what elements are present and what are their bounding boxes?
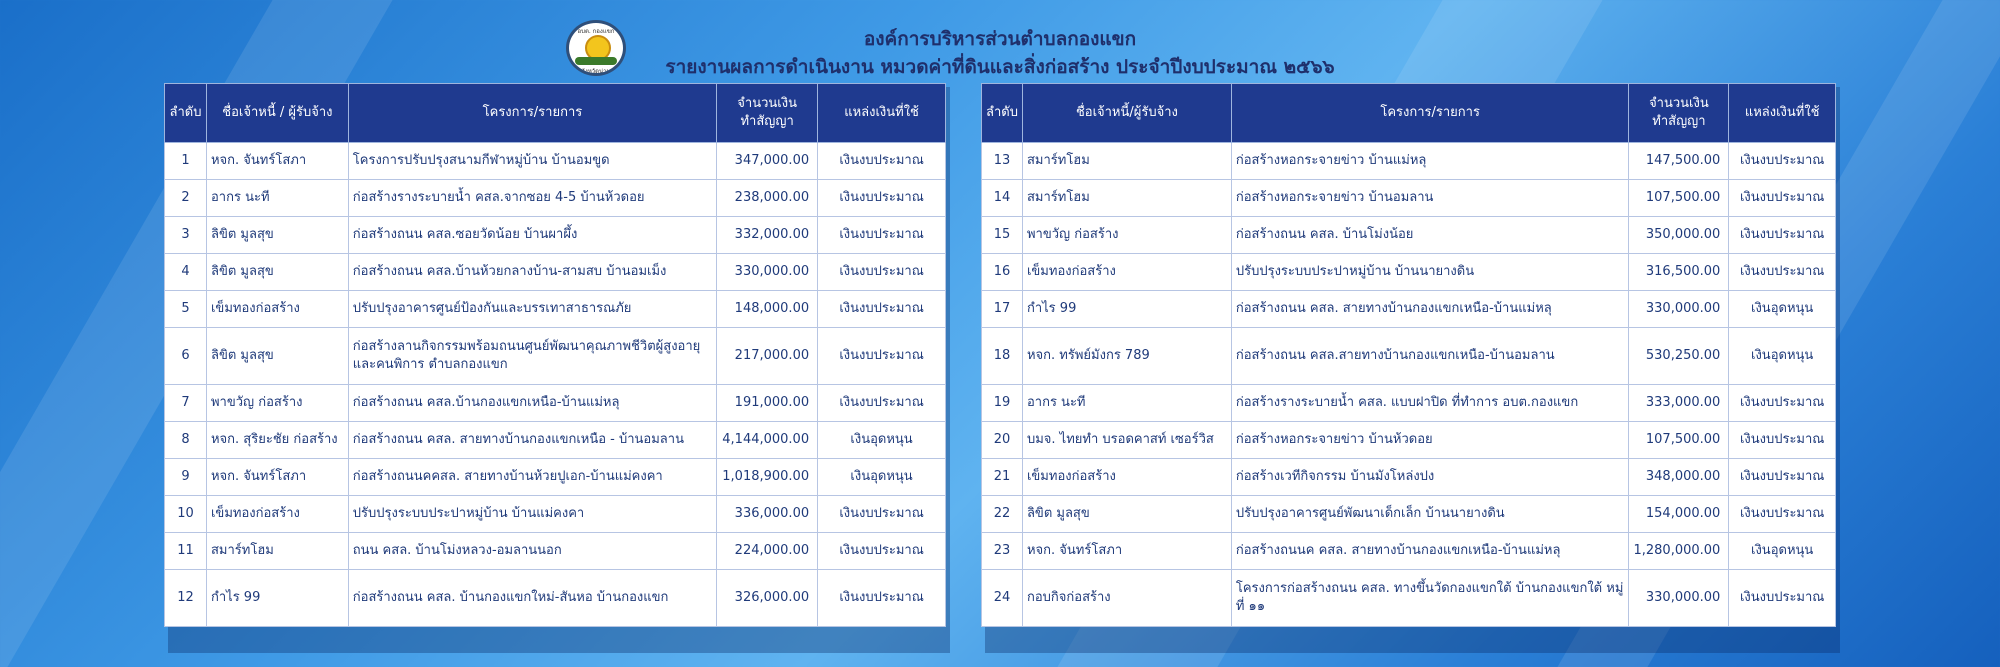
funding-source: เงินงบประมาณ xyxy=(1729,217,1836,254)
project-name: ก่อสร้างถนน คสล. สายทางบ้านกองแขกเหนือ-บ้านแม่หลุ xyxy=(1231,291,1629,328)
row-number: 13 xyxy=(982,143,1023,180)
funding-source: เงินงบประมาณ xyxy=(818,254,946,291)
row-number: 20 xyxy=(982,422,1023,459)
funding-source: เงินงบประมาณ xyxy=(1729,570,1836,627)
contract-amount: 154,000.00 xyxy=(1629,496,1729,533)
project-name: ก่อสร้างถนนคคสล. สายทางบ้านห้วยปูเอก-บ้านแม่คงคา xyxy=(348,459,716,496)
project-name: ก่อสร้างถนน คสล.ซอยวัดน้อย บ้านผาผึ้ง xyxy=(348,217,716,254)
contract-amount: 1,018,900.00 xyxy=(717,459,818,496)
project-name: ก่อสร้างถนน คสล.สายทางบ้านกองแขกเหนือ-บ้านอมลาน xyxy=(1231,328,1629,385)
funding-source: เงินงบประมาณ xyxy=(1729,459,1836,496)
contract-amount: 147,500.00 xyxy=(1629,143,1729,180)
contractor-name: กำไร 99 xyxy=(1022,291,1231,328)
table-row xyxy=(982,254,1836,291)
contractor-name: ลิขิต มูลสุข xyxy=(1022,496,1231,533)
funding-source: เงินอุดหนุน xyxy=(1729,533,1836,570)
column-header-source: แหล่งเงินที่ใช้ xyxy=(1729,84,1836,143)
project-name: ก่อสร้างลานกิจกรรมพร้อมถนนศูนย์พัฒนาคุณภาพชีวิตผู้สูงอายุและคนพิการ ตำบลกองแขก xyxy=(348,328,716,385)
contractor-name: เข็มทองก่อสร้าง xyxy=(1022,459,1231,496)
column-header-amount: จำนวนเงิน ทำสัญญา xyxy=(717,84,818,143)
table-row xyxy=(165,496,946,533)
funding-source: เงินงบประมาณ xyxy=(1729,143,1836,180)
contract-amount: 330,000.00 xyxy=(717,254,818,291)
row-number: 10 xyxy=(165,496,207,533)
row-number: 3 xyxy=(165,217,207,254)
funding-source: เงินงบประมาณ xyxy=(818,143,946,180)
table-row xyxy=(165,385,946,422)
table-row xyxy=(165,570,946,627)
row-number: 6 xyxy=(165,328,207,385)
row-number: 18 xyxy=(982,328,1023,385)
contract-amount: 224,000.00 xyxy=(717,533,818,570)
contractor-name: สมาร์ทโฮม xyxy=(1022,143,1231,180)
contract-amount: 530,250.00 xyxy=(1629,328,1729,385)
contract-amount: 348,000.00 xyxy=(1629,459,1729,496)
row-number: 9 xyxy=(165,459,207,496)
table-row xyxy=(982,143,1836,180)
funding-source: เงินงบประมาณ xyxy=(818,217,946,254)
funding-source: เงินงบประมาณ xyxy=(818,533,946,570)
contractor-name: พาขวัญ ก่อสร้าง xyxy=(1022,217,1231,254)
contract-amount: 347,000.00 xyxy=(717,143,818,180)
contractor-name: ลิขิต มูลสุข xyxy=(206,254,348,291)
contract-amount: 350,000.00 xyxy=(1629,217,1729,254)
row-number: 12 xyxy=(165,570,207,627)
page-subtitle: รายงานผลการดำเนินงาน หมวดค่าที่ดินและสิ่งก่อสร้าง ประจำปีงบประมาณ ๒๕๖๖ xyxy=(665,56,1335,78)
table-row xyxy=(982,180,1836,217)
funding-source: เงินงบประมาณ xyxy=(1729,254,1836,291)
row-number: 1 xyxy=(165,143,207,180)
funding-source: เงินงบประมาณ xyxy=(818,328,946,385)
table-row xyxy=(165,459,946,496)
contractor-name: เข็มทองก่อสร้าง xyxy=(1022,254,1231,291)
funding-source: เงินงบประมาณ xyxy=(818,570,946,627)
contractor-name: หจก. จันทร์โสภา xyxy=(206,459,348,496)
table-row xyxy=(982,570,1836,627)
table-row xyxy=(982,533,1836,570)
contract-amount: 107,500.00 xyxy=(1629,180,1729,217)
project-name: ถนน คสล. บ้านโม่งหลวง-อมลานนอก xyxy=(348,533,716,570)
project-name: โครงการก่อสร้างถนน คสล. ทางขึ้นวัดกองแขกใต้ บ้านกองแขกใต้ หมู่ที่ ๑๑ xyxy=(1231,570,1629,627)
contract-amount: 1,280,000.00 xyxy=(1629,533,1729,570)
contract-amount: 336,000.00 xyxy=(717,496,818,533)
project-name: ก่อสร้างเวทีกิจกรรม บ้านมังโหล่งปง xyxy=(1231,459,1629,496)
contractor-name: กำไร 99 xyxy=(206,570,348,627)
contract-amount: 326,000.00 xyxy=(717,570,818,627)
funding-source: เงินงบประมาณ xyxy=(818,180,946,217)
row-number: 16 xyxy=(982,254,1023,291)
contractor-name: เข็มทองก่อสร้าง xyxy=(206,291,348,328)
project-name: ก่อสร้างถนน คสล. บ้านโม่งน้อย xyxy=(1231,217,1629,254)
row-number: 19 xyxy=(982,385,1023,422)
column-header-no: ลำดับ xyxy=(165,84,207,143)
column-header-project: โครงการ/รายการ xyxy=(348,84,716,143)
contractor-name: ลิขิต มูลสุข xyxy=(206,328,348,385)
table-row xyxy=(982,385,1836,422)
column-header-contractor: ชื่อเจ้าหนี้ / ผู้รับจ้าง xyxy=(206,84,348,143)
table-row xyxy=(982,496,1836,533)
funding-source: เงินงบประมาณ xyxy=(818,291,946,328)
table-row xyxy=(165,328,946,385)
table-row xyxy=(982,217,1836,254)
contract-amount: 330,000.00 xyxy=(1629,570,1729,627)
column-header-project: โครงการ/รายการ xyxy=(1231,84,1629,143)
contractor-name: พาขวัญ ก่อสร้าง xyxy=(206,385,348,422)
row-number: 23 xyxy=(982,533,1023,570)
funding-source: เงินอุดหนุน xyxy=(818,422,946,459)
row-number: 7 xyxy=(165,385,207,422)
contractor-name: หจก. สุริยะชัย ก่อสร้าง xyxy=(206,422,348,459)
row-number: 11 xyxy=(165,533,207,570)
funding-source: เงินงบประมาณ xyxy=(818,496,946,533)
contract-amount: 333,000.00 xyxy=(1629,385,1729,422)
project-name: ก่อสร้างรางระบายน้ำ คสล. แบบฝาปิด ที่ทำการ อบต.กองแขก xyxy=(1231,385,1629,422)
project-name: ก่อสร้างหอกระจายข่าว บ้านห้วดอย xyxy=(1231,422,1629,459)
contractor-name: อากร นะที xyxy=(206,180,348,217)
table-row xyxy=(165,422,946,459)
contractor-name: บมจ. ไทยทำ บรอดคาสท์ เซอร์วิส xyxy=(1022,422,1231,459)
contract-amount: 330,000.00 xyxy=(1629,291,1729,328)
table-row xyxy=(982,422,1836,459)
contract-amount: 316,500.00 xyxy=(1629,254,1729,291)
project-name: ก่อสร้างถนนค คสล. สายทางบ้านกองแขกเหนือ-บ้านแม่หลุ xyxy=(1231,533,1629,570)
table-header-row xyxy=(165,84,946,143)
funding-source: เงินอุดหนุน xyxy=(1729,328,1836,385)
project-name: ปรับปรุงระบบประปาหมู่บ้าน บ้านนายางดิน xyxy=(1231,254,1629,291)
funding-source: เงินอุดหนุน xyxy=(1729,291,1836,328)
contract-amount: 4,144,000.00 xyxy=(717,422,818,459)
table-row xyxy=(165,254,946,291)
contractor-name: หจก. ทรัพย์มังกร 789 xyxy=(1022,328,1231,385)
row-number: 4 xyxy=(165,254,207,291)
contracts-table-left xyxy=(164,83,946,627)
funding-source: เงินงบประมาณ xyxy=(1729,422,1836,459)
contractor-name: ลิขิต มูลสุข xyxy=(206,217,348,254)
contractor-name: หจก. จันทร์โสภา xyxy=(206,143,348,180)
project-name: ก่อสร้างหอกระจายข่าว บ้านอมลาน xyxy=(1231,180,1629,217)
project-name: ก่อสร้างถนน คสล. สายทางบ้านกองแขกเหนือ - บ้านอมลาน xyxy=(348,422,716,459)
hills-emblem-icon xyxy=(575,57,617,65)
organization-logo xyxy=(566,20,626,76)
contract-amount: 217,000.00 xyxy=(717,328,818,385)
table-row xyxy=(982,328,1836,385)
contracts-table-right xyxy=(981,83,1836,627)
contractor-name: สมาร์ทโฮม xyxy=(206,533,348,570)
page-header xyxy=(0,10,2000,76)
contractor-name: อากร นะที xyxy=(1022,385,1231,422)
logo-text-bottom: จังหวัดน่าน xyxy=(581,68,611,75)
project-name: ปรับปรุงระบบประปาหมู่บ้าน บ้านแม่คงคา xyxy=(348,496,716,533)
row-number: 5 xyxy=(165,291,207,328)
table-row xyxy=(165,291,946,328)
contract-amount: 191,000.00 xyxy=(717,385,818,422)
project-name: ก่อสร้างถนน คสล.บ้านห้วยกลางบ้าน-สามสบ บ้านอมเม็ง xyxy=(348,254,716,291)
row-number: 17 xyxy=(982,291,1023,328)
table-row xyxy=(982,459,1836,496)
contract-amount: 238,000.00 xyxy=(717,180,818,217)
contractor-name: เข็มทองก่อสร้าง xyxy=(206,496,348,533)
table-header-row xyxy=(982,84,1836,143)
funding-source: เงินอุดหนุน xyxy=(818,459,946,496)
project-name: ก่อสร้างรางระบายน้ำ คสล.จากซอย 4-5 บ้านห้วดอย xyxy=(348,180,716,217)
column-header-no: ลำดับ xyxy=(982,84,1023,143)
table-row xyxy=(982,291,1836,328)
project-name: โครงการปรับปรุงสนามกีฬาหมู่บ้าน บ้านอมขูด xyxy=(348,143,716,180)
row-number: 14 xyxy=(982,180,1023,217)
table-row xyxy=(165,533,946,570)
logo-text-top: อบต. กองแขก xyxy=(577,28,615,35)
project-name: ปรับปรุงอาคารศูนย์ป้องกันและบรรเทาสาธารณภัย xyxy=(348,291,716,328)
funding-source: เงินงบประมาณ xyxy=(1729,385,1836,422)
contractor-name: สมาร์ทโฮม xyxy=(1022,180,1231,217)
project-name: ปรับปรุงอาคารศูนย์พัฒนาเด็กเล็ก บ้านนายางดิน xyxy=(1231,496,1629,533)
table-row xyxy=(165,180,946,217)
column-header-contractor: ชื่อเจ้าหนี้/ผู้รับจ้าง xyxy=(1022,84,1231,143)
funding-source: เงินงบประมาณ xyxy=(818,385,946,422)
project-name: ก่อสร้างหอกระจายข่าว บ้านแม่หลุ xyxy=(1231,143,1629,180)
table-row xyxy=(165,217,946,254)
row-number: 21 xyxy=(982,459,1023,496)
project-name: ก่อสร้างถนน คสล. บ้านกองแขกใหม่-สันหอ บ้านกองแขก xyxy=(348,570,716,627)
table-row xyxy=(165,143,946,180)
row-number: 8 xyxy=(165,422,207,459)
contract-amount: 332,000.00 xyxy=(717,217,818,254)
page-title: องค์การบริหารส่วนตำบลกองแขก xyxy=(863,28,1137,50)
project-name: ก่อสร้างถนน คสล.บ้านกองแขกเหนือ-บ้านแม่หลุ xyxy=(348,385,716,422)
row-number: 15 xyxy=(982,217,1023,254)
row-number: 24 xyxy=(982,570,1023,627)
contractor-name: กอบกิจก่อสร้าง xyxy=(1022,570,1231,627)
row-number: 22 xyxy=(982,496,1023,533)
funding-source: เงินงบประมาณ xyxy=(1729,180,1836,217)
column-header-source: แหล่งเงินที่ใช้ xyxy=(818,84,946,143)
column-header-amount: จำนวนเงิน ทำสัญญา xyxy=(1629,84,1729,143)
contractor-name: หจก. จันทร์โสภา xyxy=(1022,533,1231,570)
contract-amount: 148,000.00 xyxy=(717,291,818,328)
funding-source: เงินงบประมาณ xyxy=(1729,496,1836,533)
contract-amount: 107,500.00 xyxy=(1629,422,1729,459)
row-number: 2 xyxy=(165,180,207,217)
